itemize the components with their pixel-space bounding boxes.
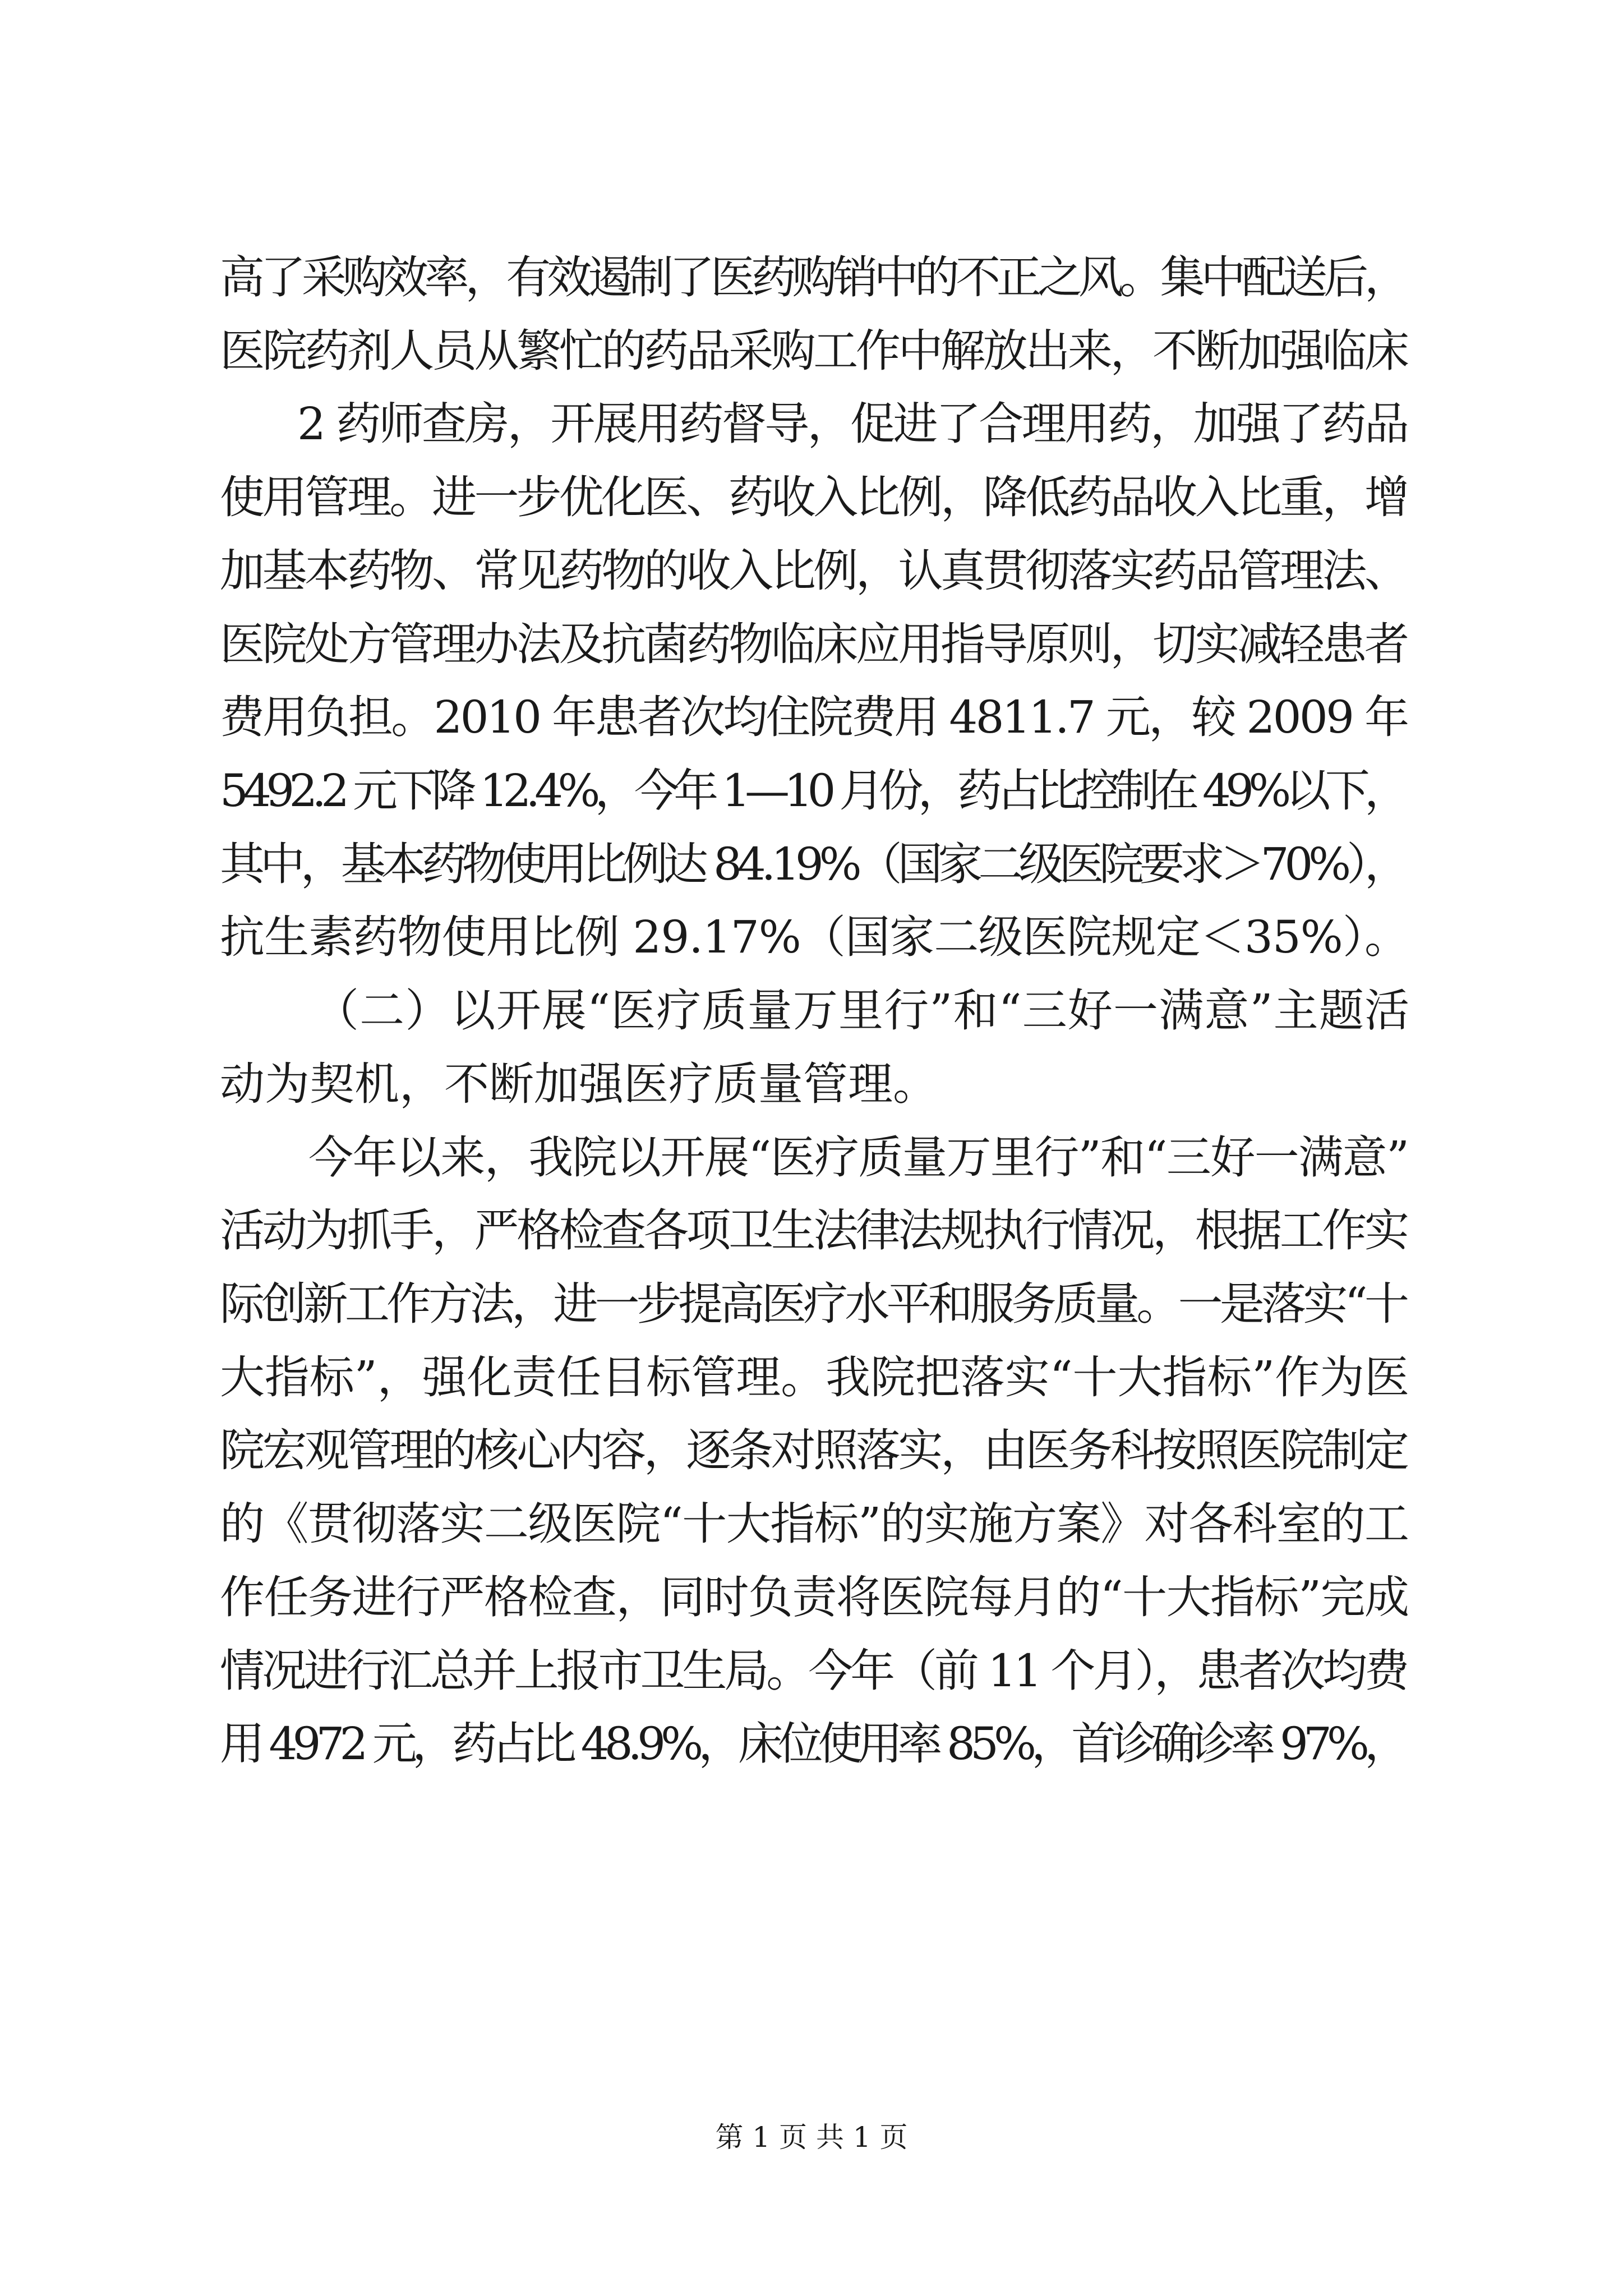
body-line-16: 大指标”，强化责任目标管理。我院把落实“十大指标”作为医 xyxy=(220,1351,1409,1404)
body-line-6: 医院处方管理办法及抗菌药物临床应用指导原则，切实减轻患者 xyxy=(220,618,1407,670)
body-line-21: 用 4972 元，药占比 48.9%，床位使用率 85%，首诊确诊率 97%， xyxy=(220,1718,1405,1770)
body-line-10: 抗生素药物使用比例 29.17%（国家二级医院规定＜35%）。 xyxy=(220,911,1409,963)
page-number-footer: 第 1 页 共 1 页 xyxy=(715,2121,908,2154)
body-line-2: 医院药剂人员从繁忙的药品采购工作中解放出来，不断加强临床 xyxy=(220,325,1407,377)
body-line-13: 今年以来，我院以开展“医疗质量万里行”和“三好一满意” xyxy=(308,1131,1409,1184)
section-heading-line-2: 动为契机，不断加强医疗质量管理。 xyxy=(220,1058,938,1110)
body-line-4: 使用管理。进一步优化医、药收入比例，降低药品收入比重，增 xyxy=(220,471,1407,523)
body-line-7: 费用负担。2010 年患者次均住院费用 4811.7 元，较 2009 年 xyxy=(220,691,1408,743)
body-line-14: 活动为抓手，严格检查各项卫生法律法规执行情况，根据工作实 xyxy=(220,1204,1407,1257)
body-line-9: 其中，基本药物使用比例达 84.19%（国家二级医院要求＞70%）， xyxy=(220,838,1405,890)
body-line-5: 加基本药物、常见药物的收入比例，认真贯彻落实药品管理法、 xyxy=(220,545,1407,597)
body-line-1: 高了采购效率，有效遏制了医药购销中的不正之风。集中配送后， xyxy=(220,251,1405,303)
section-heading-line-1: （二）以开展“医疗质量万里行”和“三好一满意”主题活 xyxy=(314,984,1410,1037)
body-line-3: 2 药师查房，开展用药督导，促进了合理用药，加强了药品 xyxy=(297,398,1408,450)
body-line-15: 际创新工作方法，进一步提高医疗水平和服务质量。一是落实“十 xyxy=(220,1278,1407,1330)
body-line-20: 情况进行汇总并上报市卫生局。今年（前 11 个月），患者次均费 xyxy=(220,1645,1407,1697)
body-line-8: 5492.2 元下降 12.4%，今年 1—10 月份，药占比控制在 49%以下， xyxy=(220,765,1404,817)
body-line-19: 作任务进行严格检查，同时负责将医院每月的“十大指标”完成 xyxy=(220,1571,1409,1623)
body-line-17: 院宏观管理的核心内容，逐条对照落实，由医务科按照医院制定 xyxy=(220,1424,1407,1476)
body-line-18: 的《贯彻落实二级医院“十大指标”的实施方案》对各科室的工 xyxy=(220,1498,1409,1550)
